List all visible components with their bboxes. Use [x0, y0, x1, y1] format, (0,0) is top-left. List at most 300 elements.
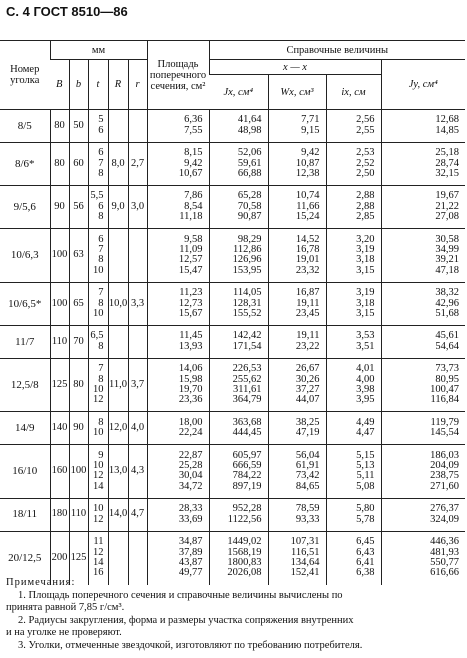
cell-value: 276,37 — [430, 503, 460, 515]
cell-value: 70,58 — [237, 200, 262, 212]
cell-value: 8,15 — [184, 147, 203, 159]
cell-b: 80 — [50, 110, 69, 143]
cell-value: 7 — [98, 363, 104, 375]
cell-value: 5,13 — [356, 460, 375, 472]
cell-value: 2,85 — [356, 211, 375, 223]
cell-r: 11,0 — [108, 358, 128, 412]
cell-ix — [326, 282, 381, 325]
cell-r: 12,0 — [108, 412, 128, 445]
cell-value: 112,86 — [233, 244, 262, 256]
cell-value: 18,00 — [178, 416, 203, 428]
cell-jy — [381, 282, 465, 325]
cell-value: 114,05 — [233, 287, 262, 299]
cell-value: 30,58 — [435, 233, 460, 245]
cell-value: 255,62 — [232, 373, 262, 385]
cell-value: 5 — [98, 114, 104, 126]
cell-t — [88, 445, 108, 499]
note-2a: 2. Радиусы закругления, форма и размеры участка сопряжения внутренних — [18, 614, 354, 626]
cell-ix — [326, 185, 381, 228]
cell-value: 11 — [93, 536, 104, 548]
cell-value: 3,20 — [356, 233, 375, 245]
cell-value: 22,24 — [178, 427, 203, 439]
cell-value: 19,01 — [295, 254, 320, 266]
cell-value: 48,98 — [237, 124, 262, 136]
cell-jx — [209, 142, 268, 185]
cell-value: 155,52 — [232, 308, 262, 320]
cell-value: 25,28 — [178, 460, 203, 472]
cell-value: 66,88 — [237, 168, 262, 180]
cell-value: 12 — [93, 546, 104, 558]
cell-value: 28,33 — [178, 503, 203, 515]
cell-value: 8 — [98, 340, 104, 352]
cell-value: 324,09 — [430, 513, 460, 525]
table-row — [0, 325, 465, 358]
cell-value: 116,51 — [291, 546, 320, 558]
cell-value: 2,55 — [356, 124, 375, 136]
cell-b: 56 — [69, 185, 88, 228]
cell-jy — [381, 142, 465, 185]
cell-b: 100 — [69, 445, 88, 499]
cell-value: 93,33 — [295, 513, 320, 525]
cell-area — [147, 325, 209, 358]
cell-t — [88, 325, 108, 358]
cell-ix — [326, 445, 381, 499]
number-header: Номер уголка — [0, 41, 50, 110]
cell-value: 444,45 — [232, 427, 262, 439]
cell-value: 23,22 — [295, 340, 320, 352]
cell-b: 65 — [69, 282, 88, 325]
cell-value: 4,47 — [356, 427, 375, 439]
cell-b: 110 — [50, 325, 69, 358]
cell-value: 153,95 — [232, 264, 262, 276]
cell-value: 8 — [98, 297, 104, 309]
cell-value: 5,15 — [356, 449, 375, 461]
cell-value: 9,58 — [184, 233, 203, 245]
cell-t — [88, 282, 108, 325]
cell-value: 7,86 — [184, 190, 203, 202]
cell-r: 4,0 — [128, 412, 147, 445]
cell-value: 6 — [98, 147, 104, 159]
cell-value: 23,45 — [295, 308, 320, 320]
cell-value: 6,45 — [356, 536, 375, 548]
Jy-header: Jy, см⁴ — [381, 60, 465, 110]
cell-wx — [268, 445, 326, 499]
cell-value: 19,11 — [296, 330, 320, 342]
cell-value: 2026,08 — [227, 567, 262, 579]
cell-wx — [268, 229, 326, 283]
cell-value: 238,75 — [430, 470, 460, 482]
axis-header: x — x — [209, 60, 381, 75]
cell-t — [88, 110, 108, 143]
cell-value: 23,32 — [295, 264, 320, 276]
cell-value: 3,19 — [356, 244, 375, 256]
cell-value: 44,07 — [295, 394, 320, 406]
cell-value: 51,68 — [435, 308, 460, 320]
cell-name: 9/5,6 — [0, 185, 50, 228]
cell-wx — [268, 282, 326, 325]
cell-value: 12,57 — [178, 254, 203, 266]
cell-value: 73,73 — [435, 363, 460, 375]
b-header: b — [69, 60, 88, 110]
cell-value: 45,61 — [435, 330, 460, 342]
cell-value: 12,68 — [435, 114, 460, 126]
cell-value: 119,79 — [430, 416, 460, 428]
cell-value: 73,42 — [295, 470, 320, 482]
cell-value: 142,42 — [232, 330, 262, 342]
cell-value: 33,69 — [178, 513, 203, 525]
cell-value: 7 — [98, 287, 104, 299]
cell-value: 23,36 — [178, 394, 203, 406]
cell-value: 12 — [93, 394, 104, 406]
table-row — [0, 142, 465, 185]
table-row — [0, 229, 465, 283]
cell-value: 7 — [98, 244, 104, 256]
cell-jx — [209, 412, 268, 445]
notes — [6, 577, 462, 652]
cell-value: 7 — [98, 157, 104, 169]
table-row — [0, 110, 465, 143]
cell-ix — [326, 229, 381, 283]
cell-value: 16 — [93, 567, 104, 579]
cell-area — [147, 110, 209, 143]
cell-value: 186,03 — [430, 449, 460, 461]
cell-r: 4,7 — [128, 498, 147, 531]
cell-value: 311,61 — [233, 384, 262, 396]
cell-b: 63 — [69, 229, 88, 283]
cell-value: 6,38 — [356, 567, 375, 579]
cell-value: 3,15 — [356, 308, 375, 320]
cell-area — [147, 358, 209, 412]
cell-b: 50 — [69, 110, 88, 143]
cell-value: 16,87 — [295, 287, 320, 299]
cell-b: 90 — [69, 412, 88, 445]
cell-value: 2,88 — [356, 200, 375, 212]
cell-value: 56,04 — [295, 449, 320, 461]
cell-value: 10,74 — [295, 190, 320, 202]
cell-value: 10 — [93, 264, 104, 276]
cell-value: 605,97 — [232, 449, 262, 461]
cell-value: 145,54 — [430, 427, 460, 439]
cell-r: 9,0 — [108, 185, 128, 228]
cell-area — [147, 229, 209, 283]
cell-value: 126,96 — [232, 254, 262, 266]
cell-value: 10 — [93, 460, 104, 472]
cell-value: 27,08 — [435, 211, 460, 223]
cell-name: 10/6,5* — [0, 282, 50, 325]
cell-value: 1122,56 — [227, 513, 262, 525]
cell-value: 34,99 — [435, 244, 460, 256]
cell-value: 65,28 — [237, 190, 262, 202]
cell-value: 14 — [93, 557, 104, 569]
cell-value: 21,22 — [435, 200, 460, 212]
cell-wx — [268, 325, 326, 358]
cell-value: 90,87 — [237, 211, 262, 223]
cell-name: 8/5 — [0, 110, 50, 143]
cell-value: 2,50 — [356, 168, 375, 180]
cell-value: 15,24 — [295, 211, 320, 223]
cell-value: 5,08 — [356, 480, 375, 492]
cell-t — [88, 412, 108, 445]
cell-value: 3,53 — [356, 330, 375, 342]
cell-value: 10,67 — [178, 168, 203, 180]
cell-value: 4,01 — [356, 363, 375, 375]
cell-area — [147, 445, 209, 499]
cell-value: 3,51 — [356, 340, 375, 352]
cell-value: 9,15 — [301, 124, 320, 136]
table-row — [0, 282, 465, 325]
cell-value: 38,32 — [435, 287, 460, 299]
cell-value: 8 — [98, 254, 104, 266]
Jx-header: Jx, см⁴ — [209, 75, 268, 110]
cell-r: 3,7 — [128, 358, 147, 412]
cell-jx — [209, 445, 268, 499]
cell-value: 34,87 — [178, 536, 203, 548]
cell-b: 100 — [50, 229, 69, 283]
cell-name: 8/6* — [0, 142, 50, 185]
cell-value: 616,66 — [430, 567, 460, 579]
cell-name: 16/10 — [0, 445, 50, 499]
cell-value: 897,19 — [232, 480, 262, 492]
table-body — [0, 110, 465, 585]
cell-b: 100 — [50, 282, 69, 325]
cell-value: 80,95 — [435, 373, 460, 385]
cell-value: 19,70 — [178, 384, 203, 396]
cell-value: 8 — [98, 373, 104, 385]
cell-r: 3,0 — [128, 185, 147, 228]
cell-name: 12,5/8 — [0, 358, 50, 412]
cell-value: 9,42 — [184, 157, 203, 169]
cell-value: 5,80 — [356, 503, 375, 515]
cell-value: 3,95 — [356, 394, 375, 406]
cell-value: 481,93 — [430, 546, 460, 558]
cell-value: 8 — [98, 211, 104, 223]
cell-value: 7,55 — [184, 124, 203, 136]
cell-jy — [381, 110, 465, 143]
cell-value: 226,53 — [232, 363, 262, 375]
cell-value: 61,91 — [295, 460, 320, 472]
cell-value: 3,18 — [356, 297, 375, 309]
cell-value: 11,23 — [179, 287, 203, 299]
cell-value: 2,56 — [356, 114, 375, 126]
cell-value: 42,96 — [435, 297, 460, 309]
cell-value: 784,22 — [232, 470, 262, 482]
cell-value: 11,45 — [179, 330, 203, 342]
cell-value: 41,64 — [237, 114, 262, 126]
cell-value: 9,42 — [301, 147, 320, 159]
cell-jx — [209, 110, 268, 143]
cell-r: 14,0 — [108, 498, 128, 531]
cell-jy — [381, 445, 465, 499]
cell-value: 12 — [93, 513, 104, 525]
cell-value: 19,11 — [296, 297, 320, 309]
cell-b: 140 — [50, 412, 69, 445]
cell-jx — [209, 229, 268, 283]
cell-value: 4,00 — [356, 373, 375, 385]
mm-header: мм — [50, 41, 147, 60]
cell-t — [88, 185, 108, 228]
cell-value: 1800,83 — [227, 557, 262, 569]
cell-value: 15,47 — [178, 264, 203, 276]
cell-value: 10 — [93, 384, 104, 396]
cell-value: 6 — [98, 200, 104, 212]
area-header: Площадь поперечного сечения, см² — [147, 41, 209, 110]
t-header: t — [88, 60, 108, 110]
cell-name: 14/9 — [0, 412, 50, 445]
cell-area — [147, 142, 209, 185]
cell-value: 6,43 — [356, 546, 375, 558]
cell-value: 8 — [98, 168, 104, 180]
cell-jy — [381, 412, 465, 445]
cell-value: 3,19 — [356, 287, 375, 299]
cell-area — [147, 282, 209, 325]
cell-value: 14,85 — [435, 124, 460, 136]
cell-value: 550,77 — [430, 557, 460, 569]
cell-value: 25,18 — [435, 147, 460, 159]
cell-value: 59,61 — [237, 157, 262, 169]
cell-name: 11/7 — [0, 325, 50, 358]
cell-value: 952,28 — [232, 503, 262, 515]
cell-value: 8,54 — [184, 200, 203, 212]
cell-ix — [326, 412, 381, 445]
cell-value: 6,5 — [90, 330, 104, 342]
cell-value: 11,09 — [179, 244, 203, 256]
cell-value: 6,36 — [184, 114, 203, 126]
cell-value: 54,64 — [435, 340, 460, 352]
cell-value: 3,18 — [356, 254, 375, 266]
cell-value: 6 — [98, 233, 104, 245]
cell-value: 363,68 — [232, 416, 262, 428]
R-header: R — [108, 60, 128, 110]
cell-jy — [381, 358, 465, 412]
cell-ix — [326, 110, 381, 143]
cell-value: 1568,19 — [227, 546, 262, 558]
cell-value: 19,67 — [435, 190, 460, 202]
cell-b: 125 — [69, 531, 88, 585]
cell-value: 1449,02 — [227, 536, 262, 548]
cell-value: 26,67 — [295, 363, 320, 375]
cell-area — [147, 412, 209, 445]
cell-value: 152,41 — [290, 567, 320, 579]
cell-wx — [268, 498, 326, 531]
note-3: 3. Уголки, отмеченные звездочкой, изготовляют по требованию потребителя. — [18, 639, 363, 651]
cell-jx — [209, 498, 268, 531]
cell-wx — [268, 358, 326, 412]
cell-area — [147, 185, 209, 228]
cell-value: 5,11 — [356, 470, 375, 482]
cell-value: 271,60 — [430, 480, 460, 492]
table-row — [0, 445, 465, 499]
cell-jx — [209, 282, 268, 325]
cell-r — [128, 229, 147, 283]
cell-value: 204,09 — [430, 460, 460, 472]
cell-wx — [268, 110, 326, 143]
cell-value: 12,73 — [178, 297, 203, 309]
cell-r — [128, 325, 147, 358]
cell-b: 180 — [50, 498, 69, 531]
cell-r — [108, 229, 128, 283]
cell-value: 47,18 — [435, 264, 460, 276]
cell-value: 39,21 — [435, 254, 460, 266]
cell-value: 34,72 — [178, 480, 203, 492]
cell-value: 98,29 — [237, 233, 262, 245]
cell-value: 7,71 — [301, 114, 320, 126]
cell-value: 52,06 — [237, 147, 262, 159]
cell-value: 84,65 — [295, 480, 320, 492]
cell-name: 10/6,3 — [0, 229, 50, 283]
cell-value: 364,79 — [232, 394, 262, 406]
cell-value: 38,25 — [295, 416, 320, 428]
cell-b: 200 — [50, 531, 69, 585]
cell-ix — [326, 142, 381, 185]
note-1b: принята равной 7,85 г/см³. — [6, 602, 125, 613]
cell-jy — [381, 185, 465, 228]
cell-value: 9 — [98, 449, 104, 461]
cell-value: 128,31 — [232, 297, 262, 309]
cell-jy — [381, 325, 465, 358]
cell-value: 14,52 — [295, 233, 320, 245]
reference-header: Справочные величины — [209, 41, 465, 60]
cell-ix — [326, 325, 381, 358]
cell-value: 14 — [93, 480, 104, 492]
table-row — [0, 358, 465, 412]
cell-value: 14,06 — [178, 363, 203, 375]
cell-value: 16,78 — [295, 244, 320, 256]
cell-area — [147, 498, 209, 531]
cell-value: 2,53 — [356, 147, 375, 159]
cell-value: 15,67 — [178, 308, 203, 320]
cell-ix — [326, 498, 381, 531]
cell-b: 60 — [69, 142, 88, 185]
cell-b: 160 — [50, 445, 69, 499]
cell-b: 110 — [69, 498, 88, 531]
cell-value: 32,15 — [435, 168, 460, 180]
B-header: B — [50, 60, 69, 110]
ix-header: ix, см — [326, 75, 381, 110]
cell-b: 80 — [69, 358, 88, 412]
cell-r: 3,3 — [128, 282, 147, 325]
cell-value: 100,47 — [430, 384, 460, 396]
table-row — [0, 498, 465, 531]
cell-r — [108, 110, 128, 143]
cell-value: 28,74 — [435, 157, 460, 169]
cell-value: 15,98 — [178, 373, 203, 385]
profile-table — [0, 40, 465, 585]
note-2b: и на уголке не проверяют. — [6, 627, 122, 638]
cell-name: 20/12,5 — [0, 531, 50, 585]
cell-value: 10 — [93, 503, 104, 515]
page-header: С. 4 ГОСТ 8510—86 — [6, 4, 128, 19]
cell-value: 37,27 — [295, 384, 320, 396]
cell-t — [88, 498, 108, 531]
cell-wx — [268, 412, 326, 445]
cell-name: 18/11 — [0, 498, 50, 531]
cell-b: 125 — [50, 358, 69, 412]
cell-value: 43,87 — [178, 557, 203, 569]
cell-value: 47,19 — [295, 427, 320, 439]
cell-jx — [209, 325, 268, 358]
cell-t — [88, 229, 108, 283]
cell-value: 11,66 — [296, 200, 320, 212]
cell-value: 12 — [93, 470, 104, 482]
cell-r: 13,0 — [108, 445, 128, 499]
cell-r: 10,0 — [108, 282, 128, 325]
cell-jy — [381, 229, 465, 283]
cell-jx — [209, 185, 268, 228]
cell-t — [88, 358, 108, 412]
cell-t — [88, 142, 108, 185]
cell-value: 11,18 — [179, 211, 203, 223]
r-header: r — [128, 60, 147, 110]
